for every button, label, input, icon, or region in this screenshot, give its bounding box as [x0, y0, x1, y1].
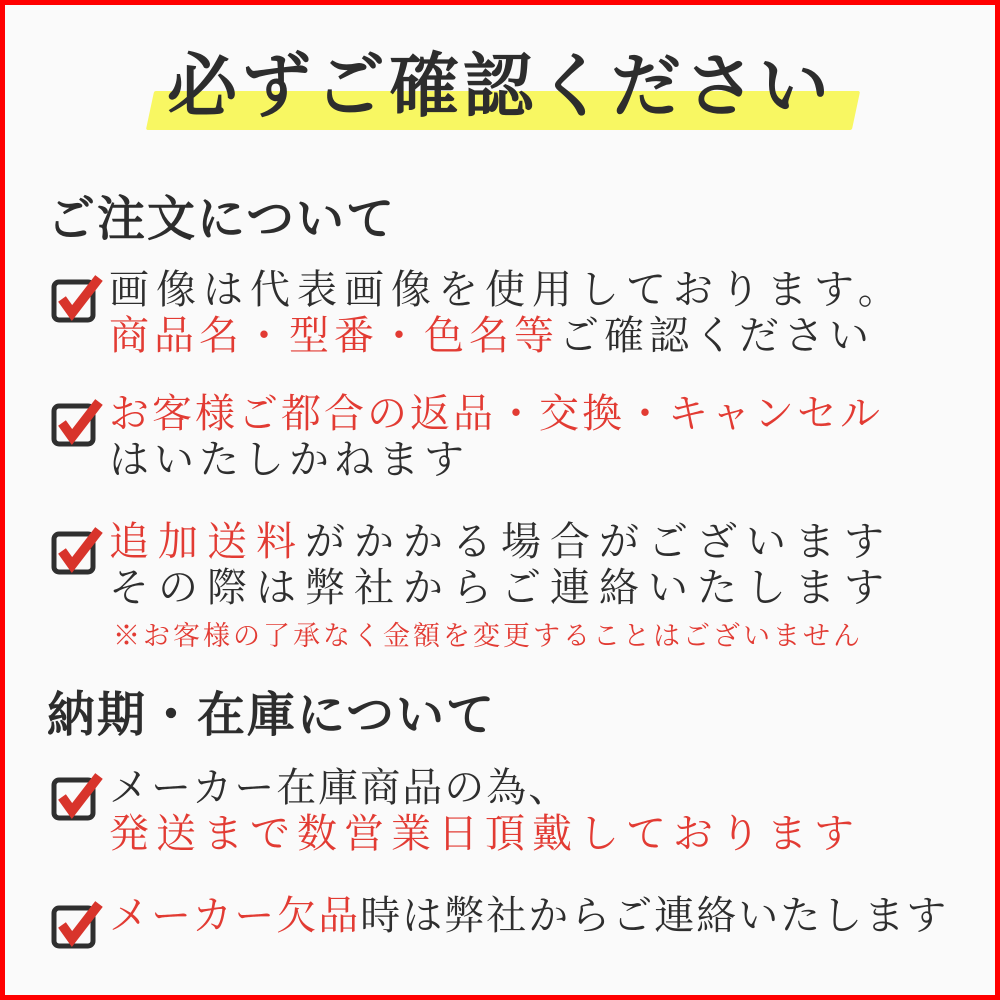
- item-lines: [109, 893, 948, 939]
- notice-item: [51, 391, 883, 483]
- text-segment: がかかる場合がございます: [305, 519, 893, 564]
- item-lines: [109, 391, 883, 483]
- item-line: [109, 437, 883, 483]
- text-segment: メーカー在庫商品の為、: [109, 765, 571, 810]
- text-segment: 画像は代表画像を使用しております。: [109, 267, 905, 312]
- notice-item: [51, 267, 905, 359]
- notice-title: 必ずご確認ください: [167, 49, 833, 126]
- text-segment: 商品名・型番・色名等: [109, 313, 559, 358]
- item-lines: [109, 519, 893, 652]
- section-heading-stock: 納期・在庫について: [47, 689, 497, 742]
- item-note: ※お客様の了承なく金額を変更することはございません: [113, 621, 863, 651]
- item-line: [109, 811, 861, 857]
- checked-checkbox-icon: [51, 271, 103, 323]
- notice-item: [51, 519, 893, 652]
- text-segment: 発送まで数営業日頂戴しております: [109, 811, 861, 856]
- text-segment: はいたしかねます: [109, 437, 469, 482]
- checked-checkbox-icon: [51, 769, 103, 821]
- item-lines: [109, 765, 861, 857]
- text-segment: ご確認ください: [559, 313, 874, 358]
- checked-checkbox-icon: [51, 897, 103, 949]
- item-line: [109, 565, 893, 611]
- checked-checkbox-icon: [51, 523, 103, 575]
- text-segment: 時は弊社からご連絡いたします: [360, 893, 949, 938]
- item-line: [109, 391, 883, 437]
- item-line: [109, 765, 861, 811]
- text-segment: 追加送料: [109, 519, 305, 564]
- item-lines: [109, 267, 905, 359]
- text-segment: メーカー欠品: [109, 893, 361, 938]
- item-line: [109, 519, 893, 565]
- item-line: [109, 267, 905, 313]
- item-line: [109, 313, 905, 359]
- notice-item: [51, 765, 861, 857]
- notice-item: [51, 893, 948, 949]
- item-line: [109, 893, 948, 939]
- text-segment: お客様ご都合の返品・交換・キャンセル: [109, 391, 883, 436]
- text-segment: その際は弊社からご連絡いたします: [109, 565, 893, 610]
- section-heading-orders: ご注文について: [47, 193, 397, 246]
- checked-checkbox-icon: [51, 395, 103, 447]
